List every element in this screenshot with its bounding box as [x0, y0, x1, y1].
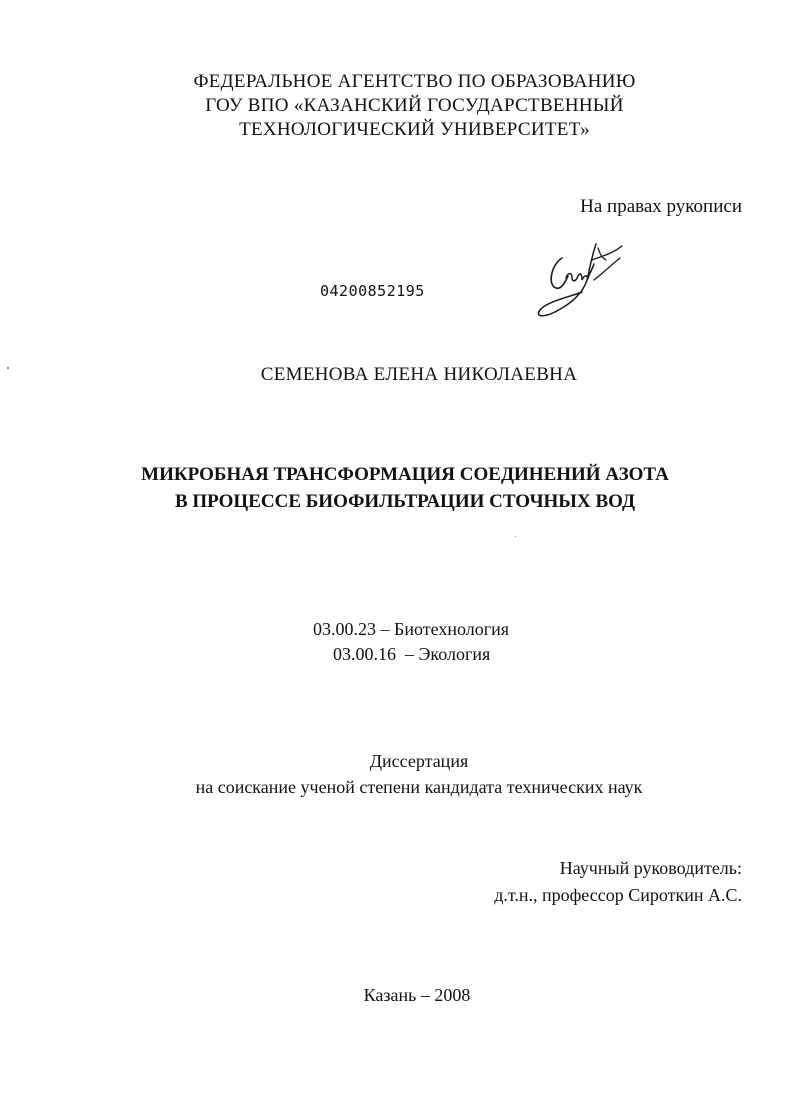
advisor-label: Научный руководитель:	[559, 858, 742, 878]
manuscript-note: На правах рукописи	[580, 196, 742, 217]
dissertation-type	[0, 748, 794, 800]
document-number: 04200852195	[320, 282, 425, 300]
handwritten-signature	[532, 236, 628, 328]
specialty-2: 03.00.16 – Экология	[333, 644, 491, 664]
dissertation-title	[0, 461, 794, 515]
specialty-1: 03.00.23 – Биотехнология	[313, 619, 510, 639]
specialties	[313, 617, 509, 667]
author-name: СЕМЕНОВА ЕЛЕНА НИКОЛАЕВНА	[260, 364, 578, 385]
title-line-2: В ПРОЦЕССЕ БИОФИЛЬТРАЦИИ СТОЧНЫХ ВОД	[174, 491, 636, 512]
degree-line: на соискание ученой степени кандидата технических наук	[195, 777, 643, 797]
scan-speck	[515, 536, 516, 537]
scan-speck	[7, 367, 9, 369]
title-line-1: МИКРОБНАЯ ТРАНСФОРМАЦИЯ СОЕДИНЕНИЙ АЗОТА	[141, 464, 669, 485]
advisor-name: д.т.н., профессор Сироткин А.С.	[494, 885, 742, 905]
org-line-3: ТЕХНОЛОГИЧЕСКИЙ УНИВЕРСИТЕТ»	[239, 119, 590, 140]
dissertation-label: Диссертация	[369, 751, 469, 771]
org-line-2: ГОУ ВПО «КАЗАНСКИЙ ГОСУДАРСТВЕННЫЙ	[205, 95, 624, 116]
scientific-advisor	[494, 855, 742, 909]
org-line-1: ФЕДЕРАЛЬНОЕ АГЕНТСТВО ПО ОБРАЗОВАНИЮ	[193, 71, 636, 92]
organization-header	[0, 70, 794, 142]
city-year: Казань – 2008	[363, 985, 471, 1005]
